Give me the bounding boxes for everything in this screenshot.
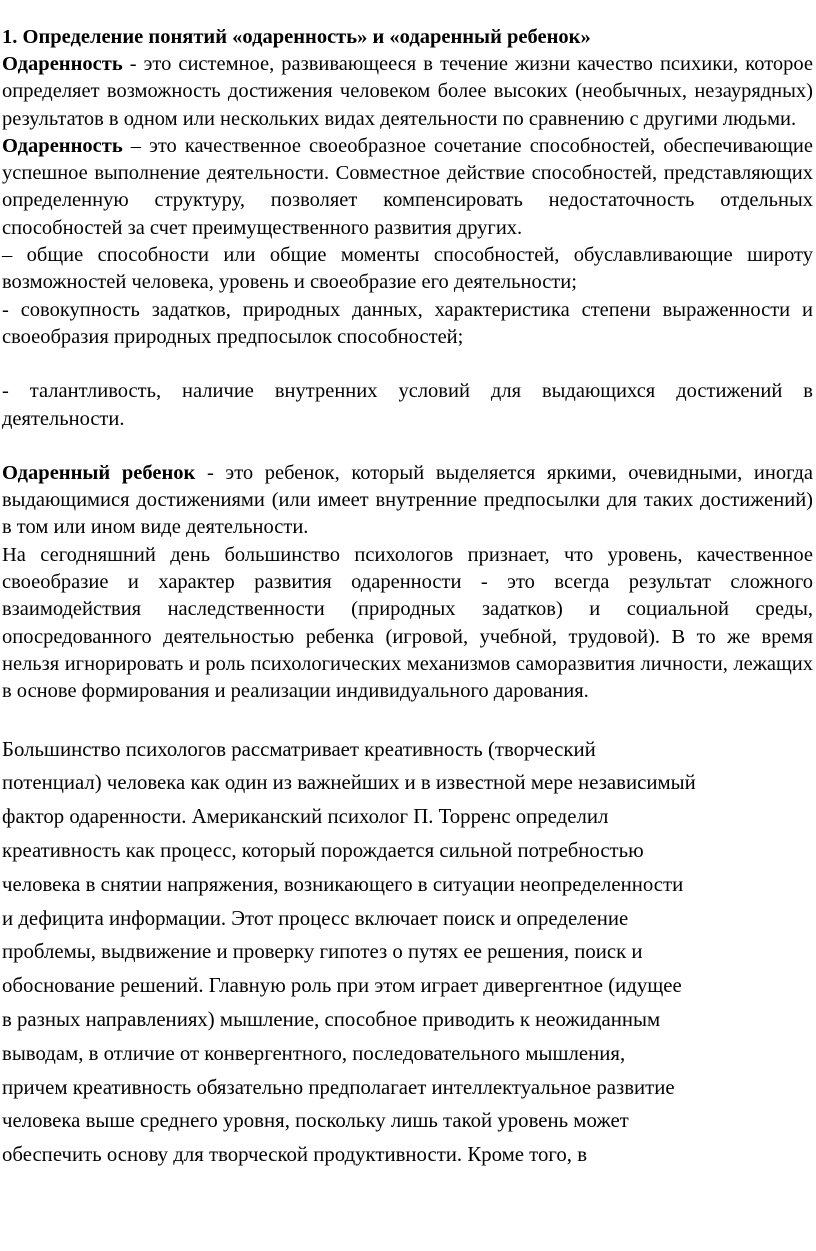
blank-line	[2, 351, 813, 378]
creativity-line: обоснование решений. Главную роль при этом играет дивергентное (идущее	[2, 974, 682, 998]
creativity-line: креативность как процесс, который порождается сильной потребностью	[2, 838, 644, 862]
creativity-line: Большинство психологов рассматривает креативность (творческий	[2, 737, 596, 761]
creativity-line: в разных направлениях) мышление, способное приводить к неожиданным	[2, 1007, 661, 1031]
creativity-line: фактор одаренности. Американский психолог П. Торренс определил	[2, 805, 609, 829]
section-heading: 1. Определение понятий «одаренность» и «одаренный ребенок»	[2, 26, 591, 48]
creativity-line: проблемы, выдвижение и проверку гипотез о путях ее решения, поиск и	[2, 940, 643, 964]
blank-line	[2, 706, 813, 733]
bullet-paragraph-2: - совокупность задатков, природных данных, характеристика степени выраженности и своеобразия природных предпосылок способностей;	[2, 298, 813, 348]
document-page	[2, 24, 813, 1172]
creativity-line: обеспечить основу для творческой продуктивности. Кроме того, в	[2, 1143, 588, 1167]
definition-term-2: Одаренность	[2, 134, 123, 157]
bullet-paragraph-1: – общие способности или общие моменты способностей, обуславливающие широту возможностей человека, уровень и своеобразие его деятельности;	[2, 244, 813, 294]
creativity-line: потенциал) человека как один из важнейших и в известной мере независимый	[2, 771, 696, 795]
creativity-line: и дефицита информации. Этот процесс включает поиск и определение	[2, 906, 629, 930]
definition-paragraph-3	[2, 460, 813, 542]
bullet-paragraph-3: - талантливость, наличие внутренних условий для выдающихся достижений в деятельности.	[2, 380, 813, 430]
definition-paragraph-2	[2, 133, 813, 242]
definition-term-3: Одаренный ребенок	[2, 461, 196, 484]
psychology-paragraph: На сегодняшний день большинство психологов признает, что уровень, качественное своеобразие и характер развития одаренности - это всегда результат сложного взаимодействия наследственности (природных задатков) и социальной среды, опосредованного деятельностью ребенка (игровой, учебной, трудовой). В то же время нельзя игнорировать и роль психологических механизмов саморазвития личности, лежащих в основе формирования и реализации индивидуального дарования.	[2, 543, 813, 703]
blank-line	[2, 433, 813, 460]
creativity-line: человека выше среднего уровня, поскольку лишь такой уровень может	[2, 1109, 629, 1133]
definition-text-3: - это ребенок, который выделяется яркими, очевидными, иногда выдающимися достижениями (или имеет внутренние предпосылки для таких достижений) в том или ином виде деятельности.	[2, 461, 814, 539]
creativity-line: выводам, в отличие от конвергентного, последовательного мышления,	[2, 1041, 626, 1065]
creativity-line: человека в снятии напряжения, возникающего в ситуации неопределенности	[2, 872, 684, 896]
definition-paragraph-1	[2, 51, 813, 133]
creativity-line: причем креативность обязательно предполагает интеллектуальное развитие	[2, 1075, 675, 1099]
definition-term-1: Одаренность	[2, 53, 123, 75]
definition-text-2: – это качественное своеобразное сочетание способностей, обеспечивающие успешное выполнение деятельности. Совместное действие способностей, представляющих определенную структуру, позволяет компенсировать недостаточность отдельных способностей за счет преимущественного развития других.	[2, 134, 813, 239]
creativity-paragraph	[2, 733, 813, 1172]
definition-text-1: - это системное, развивающееся в течение жизни качество психики, которое определяет возможность достижения человеком более высоких (необычных, незаурядных) результатов в одном или нескольких видах деятельности по сравнению с другими людьми.	[2, 53, 813, 130]
